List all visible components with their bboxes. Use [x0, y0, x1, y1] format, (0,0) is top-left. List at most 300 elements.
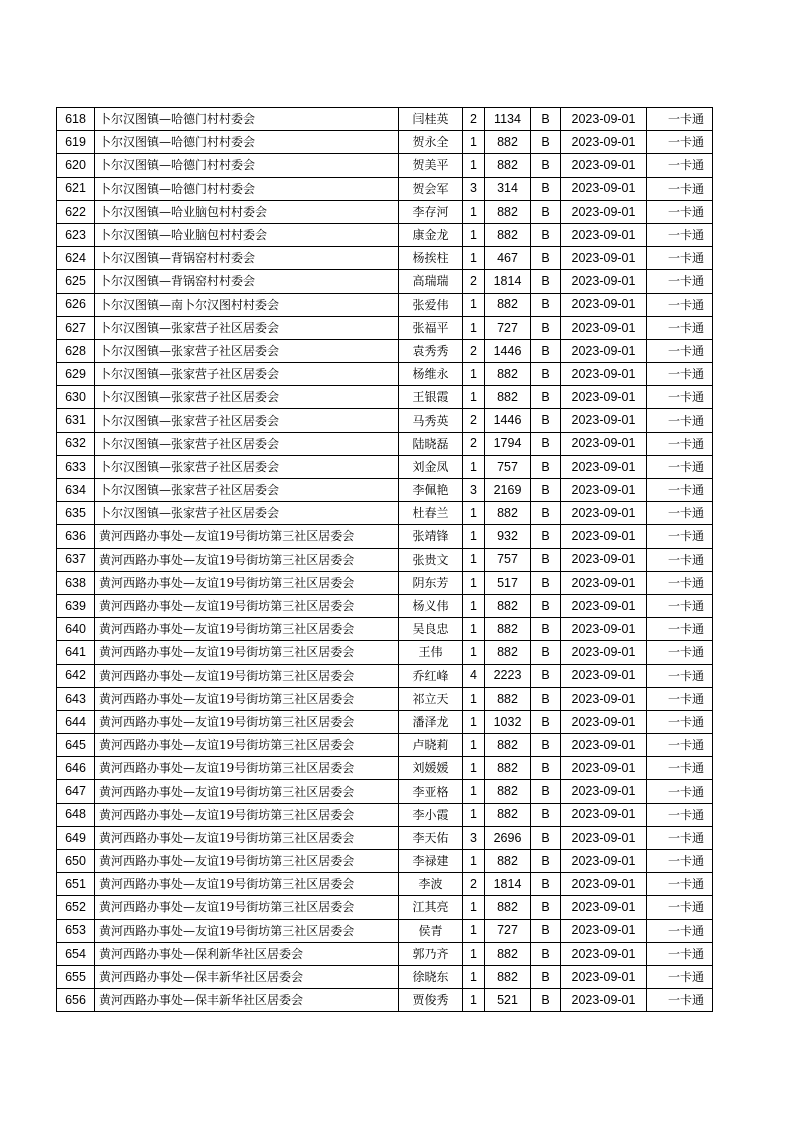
payment-method: 一卡通 [647, 223, 713, 246]
unit-name: 黄河西路办事处—友谊19号街坊第三社区居委会 [95, 525, 399, 548]
grade: B [531, 919, 561, 942]
date: 2023-09-01 [561, 757, 647, 780]
payment-method: 一卡通 [647, 177, 713, 200]
grade: B [531, 525, 561, 548]
person-name: 郭乃齐 [399, 942, 463, 965]
table-row [57, 618, 713, 641]
records-body [57, 108, 713, 1012]
grade: B [531, 942, 561, 965]
date: 2023-09-01 [561, 177, 647, 200]
row-number: 645 [57, 734, 95, 757]
table-row [57, 571, 713, 594]
unit-name: 黄河西路办事处—友谊19号街坊第三社区居委会 [95, 919, 399, 942]
amount: 882 [485, 223, 531, 246]
unit-name: 黄河西路办事处—友谊19号街坊第三社区居委会 [95, 757, 399, 780]
person-name: 杜春兰 [399, 502, 463, 525]
household-count: 2 [463, 409, 485, 432]
amount: 2223 [485, 664, 531, 687]
date: 2023-09-01 [561, 873, 647, 896]
date: 2023-09-01 [561, 455, 647, 478]
household-count: 2 [463, 108, 485, 131]
unit-name: 黄河西路办事处—保丰新华社区居委会 [95, 989, 399, 1012]
person-name: 陆晓磊 [399, 432, 463, 455]
person-name: 张福平 [399, 316, 463, 339]
payment-method: 一卡通 [647, 826, 713, 849]
table-row [57, 896, 713, 919]
payment-method: 一卡通 [647, 757, 713, 780]
table-row [57, 432, 713, 455]
unit-name: 卜尔汉图镇—哈业脑包村村委会 [95, 223, 399, 246]
household-count: 1 [463, 223, 485, 246]
household-count: 1 [463, 548, 485, 571]
person-name: 贾俊秀 [399, 989, 463, 1012]
unit-name: 黄河西路办事处—友谊19号街坊第三社区居委会 [95, 641, 399, 664]
amount: 882 [485, 965, 531, 988]
unit-name: 卜尔汉图镇—背锅窑村村委会 [95, 270, 399, 293]
unit-name: 黄河西路办事处—友谊19号街坊第三社区居委会 [95, 850, 399, 873]
amount: 882 [485, 757, 531, 780]
person-name: 李波 [399, 873, 463, 896]
table-row [57, 154, 713, 177]
payment-method: 一卡通 [647, 548, 713, 571]
grade: B [531, 803, 561, 826]
table-row [57, 293, 713, 316]
grade: B [531, 200, 561, 223]
grade: B [531, 989, 561, 1012]
payment-method: 一卡通 [647, 409, 713, 432]
date: 2023-09-01 [561, 479, 647, 502]
amount: 882 [485, 687, 531, 710]
grade: B [531, 363, 561, 386]
date: 2023-09-01 [561, 339, 647, 362]
person-name: 张贵文 [399, 548, 463, 571]
table-row [57, 479, 713, 502]
person-name: 王伟 [399, 641, 463, 664]
household-count: 2 [463, 270, 485, 293]
payment-method: 一卡通 [647, 803, 713, 826]
date: 2023-09-01 [561, 965, 647, 988]
grade: B [531, 850, 561, 873]
table-row [57, 873, 713, 896]
amount: 882 [485, 780, 531, 803]
payment-method: 一卡通 [647, 131, 713, 154]
table-row [57, 710, 713, 733]
date: 2023-09-01 [561, 687, 647, 710]
row-number: 634 [57, 479, 95, 502]
date: 2023-09-01 [561, 942, 647, 965]
amount: 882 [485, 803, 531, 826]
row-number: 655 [57, 965, 95, 988]
date: 2023-09-01 [561, 664, 647, 687]
grade: B [531, 339, 561, 362]
table-row [57, 734, 713, 757]
person-name: 贺美平 [399, 154, 463, 177]
household-count: 1 [463, 386, 485, 409]
grade: B [531, 594, 561, 617]
grade: B [531, 316, 561, 339]
grade: B [531, 641, 561, 664]
household-count: 1 [463, 618, 485, 641]
table-row [57, 850, 713, 873]
household-count: 1 [463, 594, 485, 617]
amount: 314 [485, 177, 531, 200]
grade: B [531, 757, 561, 780]
household-count: 1 [463, 942, 485, 965]
payment-method: 一卡通 [647, 942, 713, 965]
payment-method: 一卡通 [647, 664, 713, 687]
amount: 517 [485, 571, 531, 594]
row-number: 628 [57, 339, 95, 362]
table-row [57, 200, 713, 223]
table-row [57, 270, 713, 293]
row-number: 632 [57, 432, 95, 455]
person-name: 马秀英 [399, 409, 463, 432]
household-count: 1 [463, 525, 485, 548]
date: 2023-09-01 [561, 618, 647, 641]
table-row [57, 177, 713, 200]
payment-method: 一卡通 [647, 525, 713, 548]
date: 2023-09-01 [561, 502, 647, 525]
payment-method: 一卡通 [647, 455, 713, 478]
amount: 1794 [485, 432, 531, 455]
person-name: 江其亮 [399, 896, 463, 919]
unit-name: 黄河西路办事处—友谊19号街坊第三社区居委会 [95, 734, 399, 757]
row-number: 622 [57, 200, 95, 223]
date: 2023-09-01 [561, 803, 647, 826]
table-row [57, 386, 713, 409]
date: 2023-09-01 [561, 223, 647, 246]
person-name: 潘泽龙 [399, 710, 463, 733]
unit-name: 卜尔汉图镇—哈业脑包村村委会 [95, 200, 399, 223]
table-row [57, 826, 713, 849]
unit-name: 卜尔汉图镇—张家营子社区居委会 [95, 386, 399, 409]
table-row [57, 455, 713, 478]
household-count: 2 [463, 873, 485, 896]
person-name: 乔红峰 [399, 664, 463, 687]
person-name: 李佩艳 [399, 479, 463, 502]
unit-name: 黄河西路办事处—保利新华社区居委会 [95, 942, 399, 965]
date: 2023-09-01 [561, 432, 647, 455]
amount: 1814 [485, 270, 531, 293]
household-count: 4 [463, 664, 485, 687]
table-row [57, 687, 713, 710]
table-row [57, 594, 713, 617]
household-count: 1 [463, 687, 485, 710]
row-number: 627 [57, 316, 95, 339]
date: 2023-09-01 [561, 734, 647, 757]
unit-name: 卜尔汉图镇—张家营子社区居委会 [95, 479, 399, 502]
row-number: 630 [57, 386, 95, 409]
payment-method: 一卡通 [647, 339, 713, 362]
row-number: 649 [57, 826, 95, 849]
amount: 882 [485, 386, 531, 409]
grade: B [531, 873, 561, 896]
amount: 2169 [485, 479, 531, 502]
grade: B [531, 223, 561, 246]
household-count: 1 [463, 154, 485, 177]
table-row [57, 316, 713, 339]
unit-name: 黄河西路办事处—友谊19号街坊第三社区居委会 [95, 618, 399, 641]
date: 2023-09-01 [561, 154, 647, 177]
amount: 727 [485, 316, 531, 339]
amount: 1814 [485, 873, 531, 896]
grade: B [531, 502, 561, 525]
row-number: 648 [57, 803, 95, 826]
date: 2023-09-01 [561, 270, 647, 293]
table-row [57, 942, 713, 965]
payment-method: 一卡通 [647, 386, 713, 409]
amount: 882 [485, 363, 531, 386]
person-name: 李天佑 [399, 826, 463, 849]
amount: 757 [485, 548, 531, 571]
unit-name: 卜尔汉图镇—哈德门村村委会 [95, 131, 399, 154]
date: 2023-09-01 [561, 293, 647, 316]
row-number: 651 [57, 873, 95, 896]
unit-name: 黄河西路办事处—友谊19号街坊第三社区居委会 [95, 873, 399, 896]
person-name: 徐晓东 [399, 965, 463, 988]
person-name: 袁秀秀 [399, 339, 463, 362]
payment-method: 一卡通 [647, 270, 713, 293]
household-count: 1 [463, 455, 485, 478]
payment-method: 一卡通 [647, 989, 713, 1012]
unit-name: 卜尔汉图镇—张家营子社区居委会 [95, 502, 399, 525]
household-count: 1 [463, 571, 485, 594]
amount: 932 [485, 525, 531, 548]
row-number: 650 [57, 850, 95, 873]
person-name: 张靖锋 [399, 525, 463, 548]
person-name: 杨挨柱 [399, 247, 463, 270]
unit-name: 黄河西路办事处—友谊19号街坊第三社区居委会 [95, 664, 399, 687]
grade: B [531, 687, 561, 710]
amount: 1446 [485, 339, 531, 362]
person-name: 李小霞 [399, 803, 463, 826]
unit-name: 黄河西路办事处—友谊19号街坊第三社区居委会 [95, 826, 399, 849]
household-count: 1 [463, 131, 485, 154]
row-number: 642 [57, 664, 95, 687]
payment-method: 一卡通 [647, 316, 713, 339]
unit-name: 卜尔汉图镇—哈德门村村委会 [95, 108, 399, 131]
date: 2023-09-01 [561, 316, 647, 339]
person-name: 康金龙 [399, 223, 463, 246]
unit-name: 卜尔汉图镇—张家营子社区居委会 [95, 316, 399, 339]
person-name: 刘媛媛 [399, 757, 463, 780]
row-number: 625 [57, 270, 95, 293]
grade: B [531, 409, 561, 432]
person-name: 贺会军 [399, 177, 463, 200]
unit-name: 黄河西路办事处—友谊19号街坊第三社区居委会 [95, 896, 399, 919]
grade: B [531, 293, 561, 316]
unit-name: 卜尔汉图镇—张家营子社区居委会 [95, 363, 399, 386]
payment-method: 一卡通 [647, 594, 713, 617]
row-number: 618 [57, 108, 95, 131]
table-row [57, 502, 713, 525]
person-name: 刘金凤 [399, 455, 463, 478]
grade: B [531, 108, 561, 131]
amount: 2696 [485, 826, 531, 849]
payment-method: 一卡通 [647, 293, 713, 316]
row-number: 641 [57, 641, 95, 664]
row-number: 633 [57, 455, 95, 478]
person-name: 侯青 [399, 919, 463, 942]
person-name: 高瑞瑞 [399, 270, 463, 293]
person-name: 李存河 [399, 200, 463, 223]
person-name: 杨义伟 [399, 594, 463, 617]
row-number: 656 [57, 989, 95, 1012]
date: 2023-09-01 [561, 919, 647, 942]
date: 2023-09-01 [561, 850, 647, 873]
person-name: 卢晓莉 [399, 734, 463, 757]
amount: 882 [485, 131, 531, 154]
payment-method: 一卡通 [647, 710, 713, 733]
grade: B [531, 386, 561, 409]
row-number: 626 [57, 293, 95, 316]
unit-name: 卜尔汉图镇—南卜尔汉图村村委会 [95, 293, 399, 316]
household-count: 2 [463, 432, 485, 455]
amount: 882 [485, 293, 531, 316]
table-row [57, 525, 713, 548]
date: 2023-09-01 [561, 826, 647, 849]
payment-method: 一卡通 [647, 734, 713, 757]
household-count: 2 [463, 339, 485, 362]
row-number: 629 [57, 363, 95, 386]
payment-method: 一卡通 [647, 108, 713, 131]
row-number: 620 [57, 154, 95, 177]
payment-method: 一卡通 [647, 965, 713, 988]
grade: B [531, 154, 561, 177]
amount: 882 [485, 502, 531, 525]
grade: B [531, 270, 561, 293]
row-number: 644 [57, 710, 95, 733]
unit-name: 卜尔汉图镇—哈德门村村委会 [95, 177, 399, 200]
unit-name: 卜尔汉图镇—哈德门村村委会 [95, 154, 399, 177]
table-row [57, 664, 713, 687]
row-number: 638 [57, 571, 95, 594]
date: 2023-09-01 [561, 989, 647, 1012]
amount: 727 [485, 919, 531, 942]
household-count: 1 [463, 293, 485, 316]
row-number: 623 [57, 223, 95, 246]
date: 2023-09-01 [561, 571, 647, 594]
date: 2023-09-01 [561, 386, 647, 409]
date: 2023-09-01 [561, 548, 647, 571]
household-count: 1 [463, 896, 485, 919]
unit-name: 卜尔汉图镇—张家营子社区居委会 [95, 339, 399, 362]
household-count: 1 [463, 965, 485, 988]
payment-method: 一卡通 [647, 479, 713, 502]
row-number: 631 [57, 409, 95, 432]
payment-method: 一卡通 [647, 200, 713, 223]
table-row [57, 919, 713, 942]
amount: 1032 [485, 710, 531, 733]
household-count: 1 [463, 363, 485, 386]
table-row [57, 803, 713, 826]
grade: B [531, 780, 561, 803]
amount: 757 [485, 455, 531, 478]
household-count: 1 [463, 850, 485, 873]
household-count: 1 [463, 803, 485, 826]
amount: 882 [485, 618, 531, 641]
amount: 1446 [485, 409, 531, 432]
table-row [57, 363, 713, 386]
row-number: 647 [57, 780, 95, 803]
amount: 882 [485, 734, 531, 757]
payment-method: 一卡通 [647, 780, 713, 803]
amount: 882 [485, 594, 531, 617]
row-number: 636 [57, 525, 95, 548]
grade: B [531, 734, 561, 757]
row-number: 654 [57, 942, 95, 965]
unit-name: 黄河西路办事处—友谊19号街坊第三社区居委会 [95, 710, 399, 733]
date: 2023-09-01 [561, 525, 647, 548]
grade: B [531, 571, 561, 594]
grade: B [531, 432, 561, 455]
row-number: 619 [57, 131, 95, 154]
unit-name: 卜尔汉图镇—张家营子社区居委会 [95, 432, 399, 455]
amount: 467 [485, 247, 531, 270]
grade: B [531, 479, 561, 502]
household-count: 1 [463, 641, 485, 664]
grade: B [531, 710, 561, 733]
household-count: 1 [463, 919, 485, 942]
payment-method: 一卡通 [647, 502, 713, 525]
unit-name: 卜尔汉图镇—背锅窑村村委会 [95, 247, 399, 270]
row-number: 643 [57, 687, 95, 710]
amount: 521 [485, 989, 531, 1012]
grade: B [531, 455, 561, 478]
household-count: 1 [463, 989, 485, 1012]
table-row [57, 409, 713, 432]
grade: B [531, 247, 561, 270]
table-row [57, 339, 713, 362]
payment-method: 一卡通 [647, 571, 713, 594]
row-number: 639 [57, 594, 95, 617]
grade: B [531, 177, 561, 200]
payment-method: 一卡通 [647, 154, 713, 177]
person-name: 张爱伟 [399, 293, 463, 316]
records-table [56, 107, 713, 1012]
payment-method: 一卡通 [647, 873, 713, 896]
table-row [57, 247, 713, 270]
household-count: 1 [463, 734, 485, 757]
amount: 882 [485, 154, 531, 177]
table-row [57, 131, 713, 154]
row-number: 635 [57, 502, 95, 525]
person-name: 李亚格 [399, 780, 463, 803]
date: 2023-09-01 [561, 896, 647, 919]
payment-method: 一卡通 [647, 641, 713, 664]
amount: 882 [485, 850, 531, 873]
date: 2023-09-01 [561, 594, 647, 617]
person-name: 祁立天 [399, 687, 463, 710]
payment-method: 一卡通 [647, 247, 713, 270]
row-number: 637 [57, 548, 95, 571]
date: 2023-09-01 [561, 200, 647, 223]
person-name: 杨维永 [399, 363, 463, 386]
grade: B [531, 896, 561, 919]
amount: 882 [485, 200, 531, 223]
table-row [57, 548, 713, 571]
household-count: 3 [463, 177, 485, 200]
unit-name: 黄河西路办事处—友谊19号街坊第三社区居委会 [95, 687, 399, 710]
row-number: 624 [57, 247, 95, 270]
row-number: 621 [57, 177, 95, 200]
table-row [57, 989, 713, 1012]
amount: 1134 [485, 108, 531, 131]
date: 2023-09-01 [561, 363, 647, 386]
amount: 882 [485, 641, 531, 664]
payment-method: 一卡通 [647, 432, 713, 455]
grade: B [531, 548, 561, 571]
